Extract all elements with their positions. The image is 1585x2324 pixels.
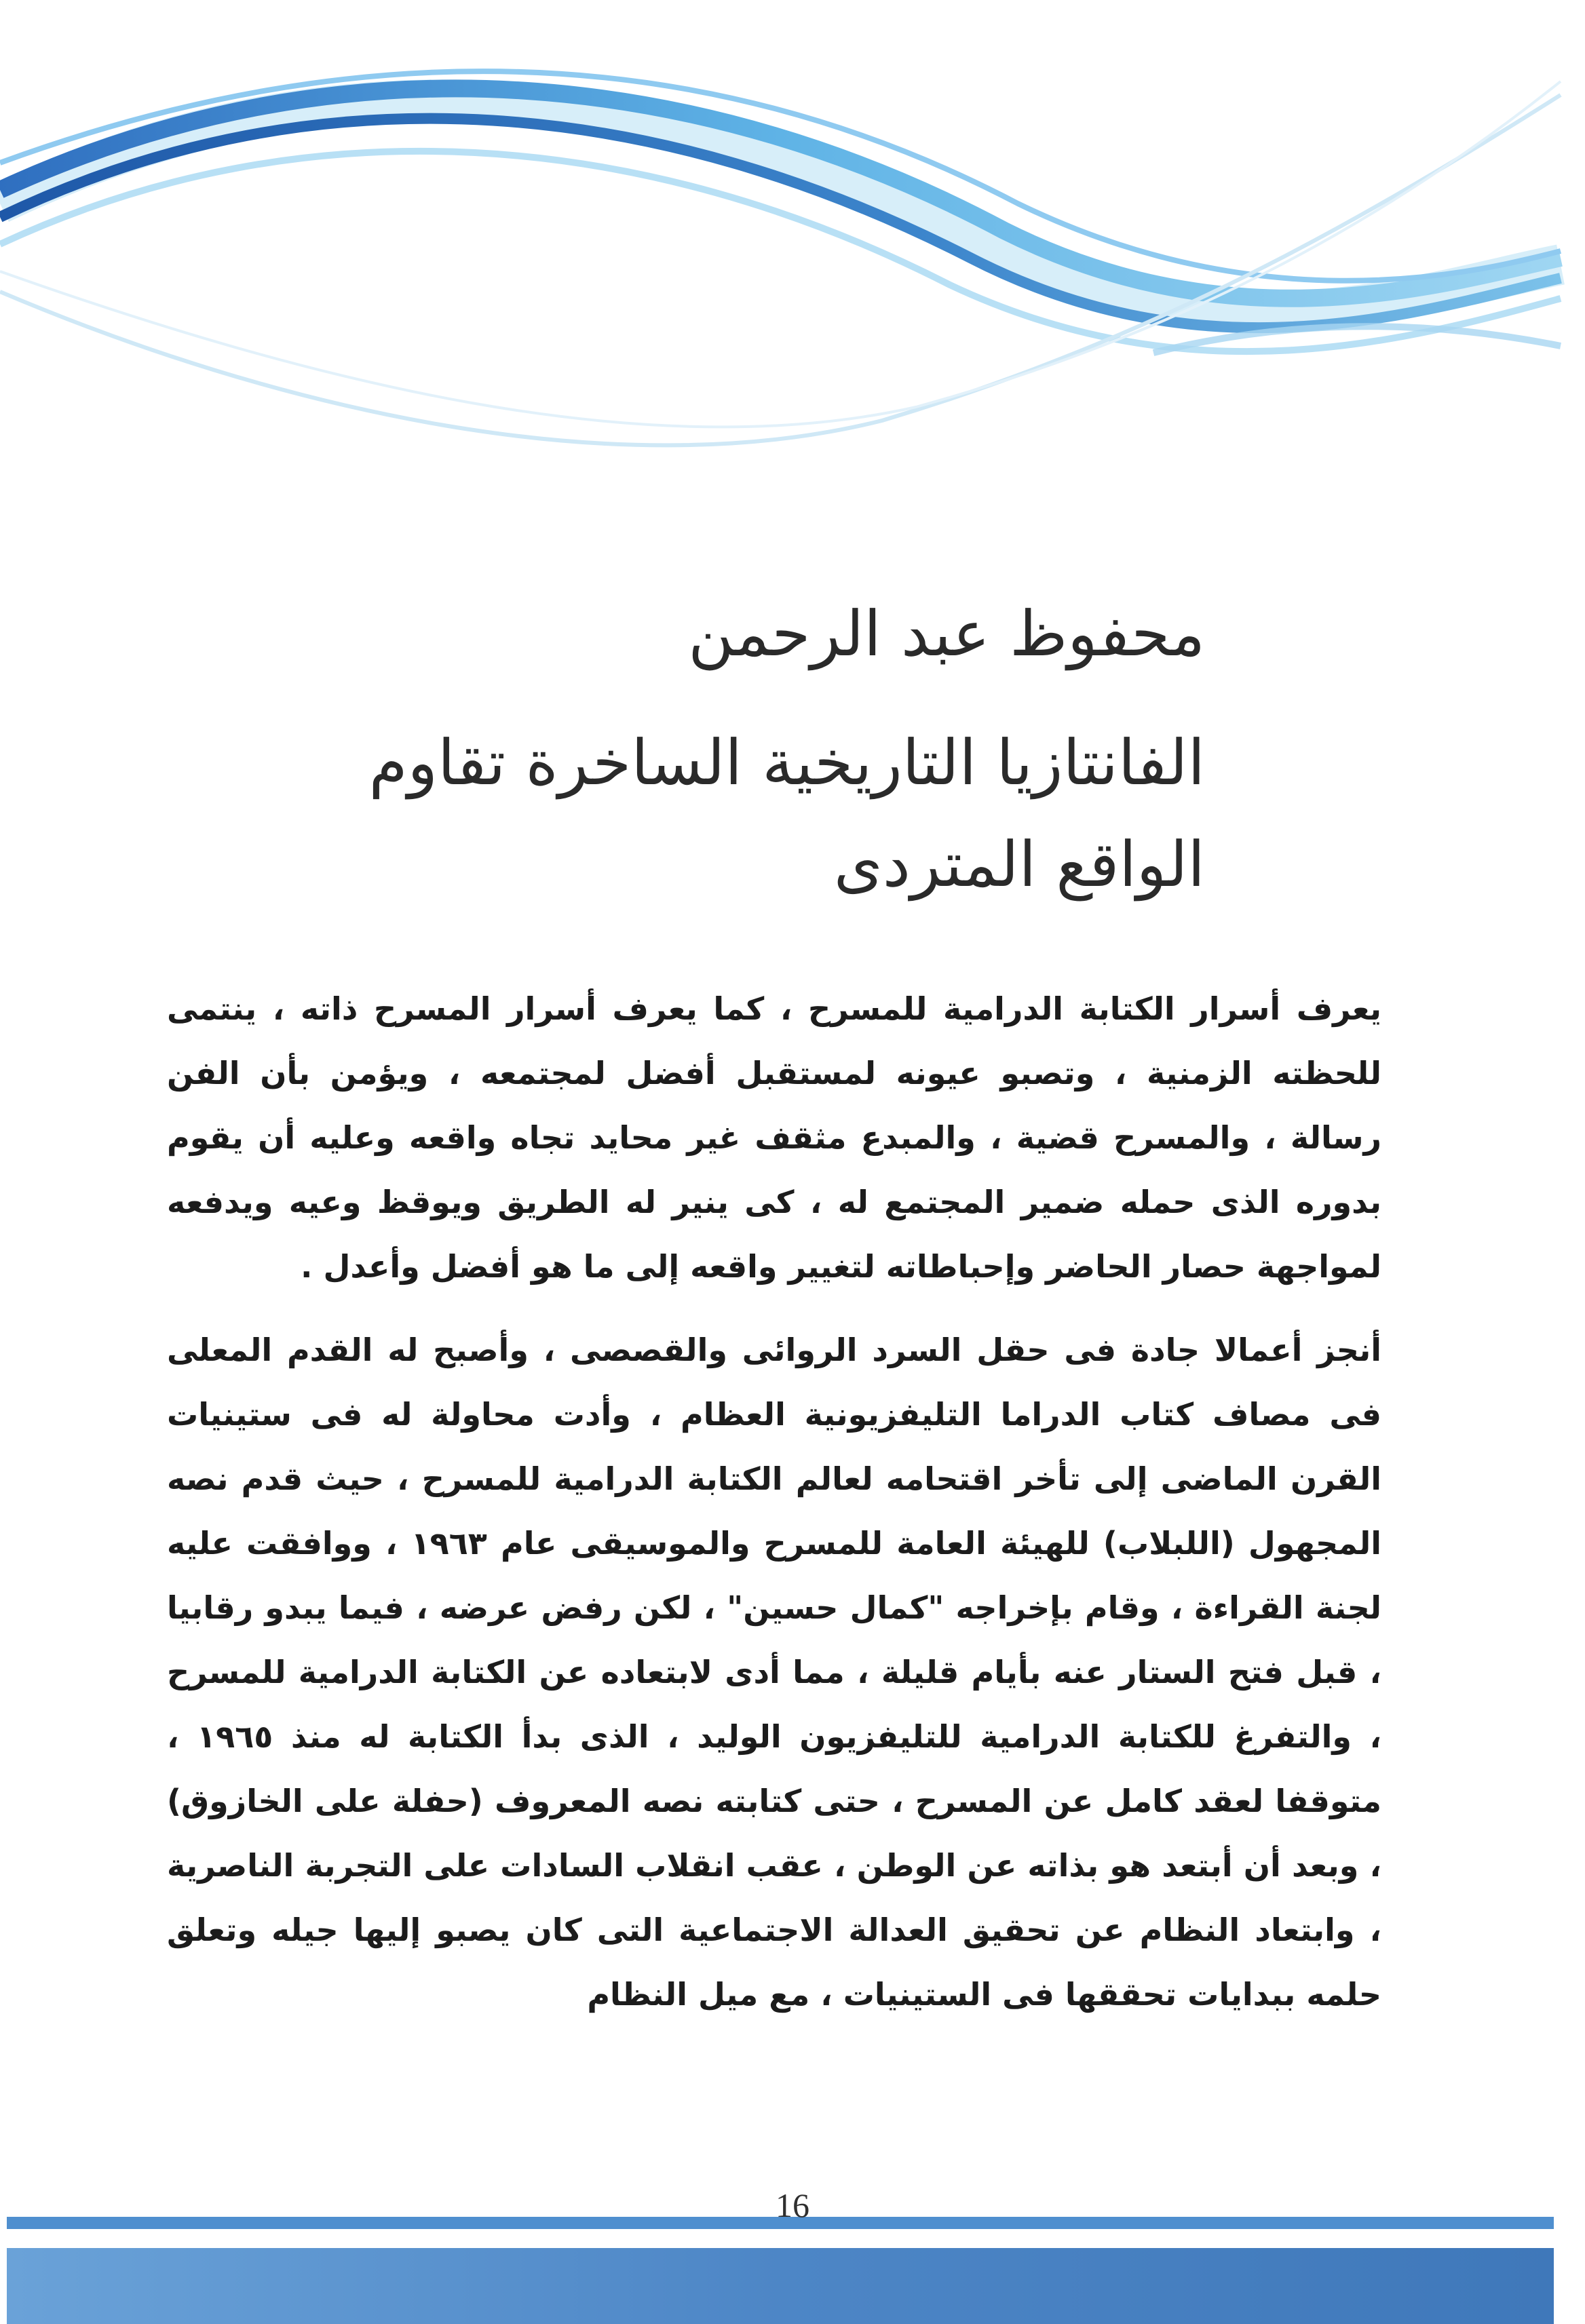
article-heading xyxy=(255,583,1205,916)
article-body xyxy=(167,977,1381,2046)
paragraph: يعرف أسرار الكتابة الدرامية للمسرح ، كما يعرف أسرار المسرح ذاته ، ينتمى للحظته الزمنية ، وتصبو عيونه لمستقبل أفضل لمجتمعه ، ويؤمن بأن الفن رسالة ، والمسرح قضية ، والمبدع مثقف غير محايد تجاه واقعه وعليه أن يقوم بدوره الذى حمله ضمير المجتمع له ، كى ينير له الطريق ويوقظ وعيه ويدفعه لمواجهة حصار الحاضر وإحباطاته لتغيير واقعه إلى ما هو أفضل وأعدل . xyxy=(167,990,1381,1285)
article-title: الفانتازيا التاريخية الساخرة تقاوم الواقع المتردى xyxy=(368,727,1205,901)
author-name: محفوظ عبد الرحمن xyxy=(688,598,1205,670)
paragraph: أنجز أعمالا جادة فى حقل السرد الروائى والقصصى ، وأصبح له القدم المعلى فى مصاف كتاب الدراما التليفزيونية العظام ، وأدت محاولة له فى ستينيات القرن الماضى إلى تأخر اقتحامه لعالم الكتابة الدرامية للمسرح ، حيث قدم نصه المجهول (اللبلاب) للهيئة العامة للمسرح والموسيقى عام ١٩٦٣ ، ووافقت عليه لجنة القراءة ، وقام بإخراجه "كمال حسين" ، لكن رفض عرضه ، فيما يبدو رقابيا ، قبل فتح الستار عنه بأيام قليلة ، مما أدى لابتعاده عن الكتابة الدرامية للمسرح ، والتفرغ للكتابة الدرامية للتليفزيون الوليد ، الذى بدأ الكتابة له منذ ١٩٦٥ ، متوقفا لعقد كامل عن المسرح ، حتى كتابته نصه المعروف (حفلة على الخازوق) ، وبعد أن أبتعد هو بذاته عن الوطن ، عقب انقلاب السادات على التجربة الناصرية ، وابتعاد النظام عن تحقيق العدالة الاجتماعية التى كان يصبو إليها جيله وتعلق حلمه ببدايات تحققها فى الستينيات ، مع ميل النظام xyxy=(167,1332,1381,2013)
page-number: 16 xyxy=(776,2186,809,2224)
footer-band xyxy=(7,2248,1554,2324)
decorative-wave-header xyxy=(0,0,1585,516)
